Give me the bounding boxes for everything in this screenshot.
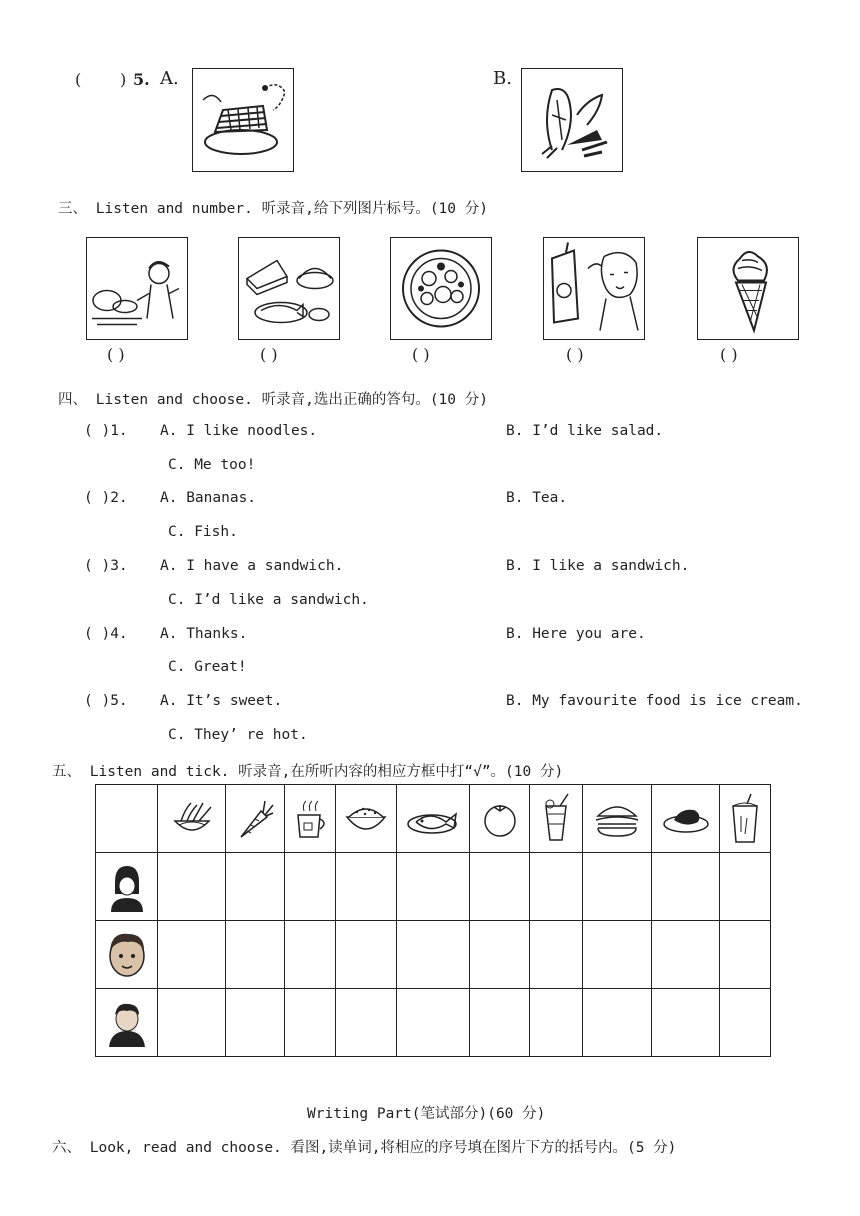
section6-title: 六、 Look, read and choose. 看图,读单词,将相应的序号填在图片下方的括号内。(5 分) bbox=[52, 1140, 677, 1156]
blank-1[interactable]: ( ) bbox=[107, 345, 125, 364]
vegetables-icon bbox=[522, 69, 622, 171]
boy-with-food-icon bbox=[87, 238, 187, 339]
picture-4 bbox=[543, 237, 645, 340]
tick-cell[interactable] bbox=[652, 921, 720, 989]
tick-cell[interactable] bbox=[397, 921, 470, 989]
tick-cell[interactable] bbox=[285, 853, 336, 921]
picture-2 bbox=[238, 237, 340, 340]
carrot-icon bbox=[235, 797, 275, 841]
tick-cell[interactable] bbox=[530, 921, 583, 989]
section4-title: 四、 Listen and choose. 听录音,选出正确的答句。(10 分) bbox=[58, 392, 488, 408]
tick-cell[interactable] bbox=[285, 989, 336, 1057]
tick-cell[interactable] bbox=[470, 853, 530, 921]
juice-icon bbox=[538, 792, 574, 846]
juice-box-and-girl-icon bbox=[544, 238, 644, 339]
tick-cell[interactable] bbox=[470, 989, 530, 1057]
noodles-cell bbox=[158, 785, 226, 853]
tick-cell[interactable] bbox=[336, 989, 397, 1057]
boy-avatar-icon bbox=[104, 928, 150, 982]
q2-number: ( )2. bbox=[84, 490, 128, 506]
q5-number: ( )5. bbox=[84, 693, 128, 709]
carrot-cell bbox=[226, 785, 285, 853]
q3-option-a: A. I have a sandwich. bbox=[160, 558, 344, 574]
q2-option-b: B. Tea. bbox=[506, 490, 568, 506]
q2-option-c: C. Fish. bbox=[168, 524, 238, 540]
person-3-cell bbox=[96, 989, 158, 1057]
salad-plate-icon bbox=[391, 238, 491, 339]
q1-option-b: B. I’d like salad. bbox=[506, 423, 664, 439]
tick-cell[interactable] bbox=[336, 853, 397, 921]
tick-cell[interactable] bbox=[652, 989, 720, 1057]
tick-cell[interactable] bbox=[226, 921, 285, 989]
fish-cell bbox=[397, 785, 470, 853]
tick-cell[interactable] bbox=[720, 853, 771, 921]
writing-part-heading: Writing Part(笔试部分)(60 分) bbox=[307, 1106, 546, 1122]
tea-cell bbox=[285, 785, 336, 853]
hamburger-cell bbox=[583, 785, 652, 853]
vegetables-picture bbox=[521, 68, 623, 172]
food-header-row bbox=[96, 785, 771, 853]
q3-option-c: C. I’d like a sandwich. bbox=[168, 592, 369, 608]
tick-cell[interactable] bbox=[583, 853, 652, 921]
q4-number: ( )4. bbox=[84, 626, 128, 642]
q4-option-b: B. Here you are. bbox=[506, 626, 646, 642]
q5-option-c: C. They’ re hot. bbox=[168, 727, 308, 743]
question-number: 5. bbox=[133, 70, 150, 89]
tomato-icon bbox=[480, 799, 520, 839]
tick-cell[interactable] bbox=[158, 853, 226, 921]
drink-cell bbox=[720, 785, 771, 853]
option-a-label: A. bbox=[160, 68, 179, 89]
tick-cell[interactable] bbox=[397, 989, 470, 1057]
rice-icon bbox=[343, 801, 389, 837]
person-row-2 bbox=[96, 921, 771, 989]
cake-picture bbox=[192, 68, 294, 172]
tick-cell[interactable] bbox=[583, 989, 652, 1057]
q4-option-a: A. Thanks. bbox=[160, 626, 248, 642]
ice-cream-icon bbox=[698, 238, 798, 339]
tick-cell[interactable] bbox=[530, 989, 583, 1057]
picture-3 bbox=[390, 237, 492, 340]
tick-cell[interactable] bbox=[720, 921, 771, 989]
q1-option-c: C. Me too! bbox=[168, 457, 256, 473]
q5-option-a: A. It’s sweet. bbox=[160, 693, 283, 709]
blank-5[interactable]: ( ) bbox=[720, 345, 738, 364]
blank-4[interactable]: ( ) bbox=[566, 345, 584, 364]
person-2-cell bbox=[96, 921, 158, 989]
corner-cell bbox=[96, 785, 158, 853]
child-avatar-icon bbox=[105, 999, 149, 1047]
tick-cell[interactable] bbox=[530, 853, 583, 921]
tick-cell[interactable] bbox=[226, 989, 285, 1057]
rice-cell bbox=[336, 785, 397, 853]
tick-cell[interactable] bbox=[397, 853, 470, 921]
beef-icon bbox=[660, 802, 712, 836]
tick-cell[interactable] bbox=[652, 853, 720, 921]
q1-option-a: A. I like noodles. bbox=[160, 423, 318, 439]
hamburger-icon bbox=[592, 798, 642, 840]
girl-avatar-icon bbox=[105, 862, 149, 912]
q3-number: ( )3. bbox=[84, 558, 128, 574]
q4-option-c: C. Great! bbox=[168, 659, 247, 675]
tick-grid bbox=[95, 784, 771, 1057]
q5-option-b: B. My favourite food is ice cream. bbox=[506, 693, 803, 709]
blank-3[interactable]: ( ) bbox=[412, 345, 430, 364]
tomato-cell bbox=[470, 785, 530, 853]
tick-cell[interactable] bbox=[285, 921, 336, 989]
tick-cell[interactable] bbox=[158, 921, 226, 989]
q3-option-b: B. I like a sandwich. bbox=[506, 558, 690, 574]
noodles-icon bbox=[167, 799, 217, 839]
q1-number: ( )1. bbox=[84, 423, 128, 439]
picture-1 bbox=[86, 237, 188, 340]
sandwich-and-dishes-icon bbox=[239, 238, 339, 339]
fish-icon bbox=[404, 802, 462, 836]
blank-2[interactable]: ( ) bbox=[260, 345, 278, 364]
picture-5 bbox=[697, 237, 799, 340]
answer-paren-close: ) bbox=[120, 70, 127, 89]
drink-icon bbox=[729, 792, 761, 846]
tick-cell[interactable] bbox=[720, 989, 771, 1057]
option-b-label: B. bbox=[493, 68, 512, 89]
section3-title: 三、 Listen and number. 听录音,给下列图片标号。(10 分) bbox=[58, 201, 488, 217]
tick-cell[interactable] bbox=[470, 921, 530, 989]
juice-cell bbox=[530, 785, 583, 853]
tick-cell[interactable] bbox=[158, 989, 226, 1057]
tick-cell[interactable] bbox=[226, 853, 285, 921]
q2-option-a: A. Bananas. bbox=[160, 490, 257, 506]
section5-title: 五、 Listen and tick. 听录音,在所听内容的相应方框中打“√”。(10 分) bbox=[52, 764, 564, 780]
beef-cell bbox=[652, 785, 720, 853]
person-row-3 bbox=[96, 989, 771, 1057]
tea-icon bbox=[292, 797, 328, 841]
tick-cell[interactable] bbox=[336, 921, 397, 989]
answer-paren-open: ( bbox=[75, 70, 82, 89]
tick-cell[interactable] bbox=[583, 921, 652, 989]
cake-icon bbox=[193, 69, 293, 171]
person-row-1 bbox=[96, 853, 771, 921]
person-1-cell bbox=[96, 853, 158, 921]
